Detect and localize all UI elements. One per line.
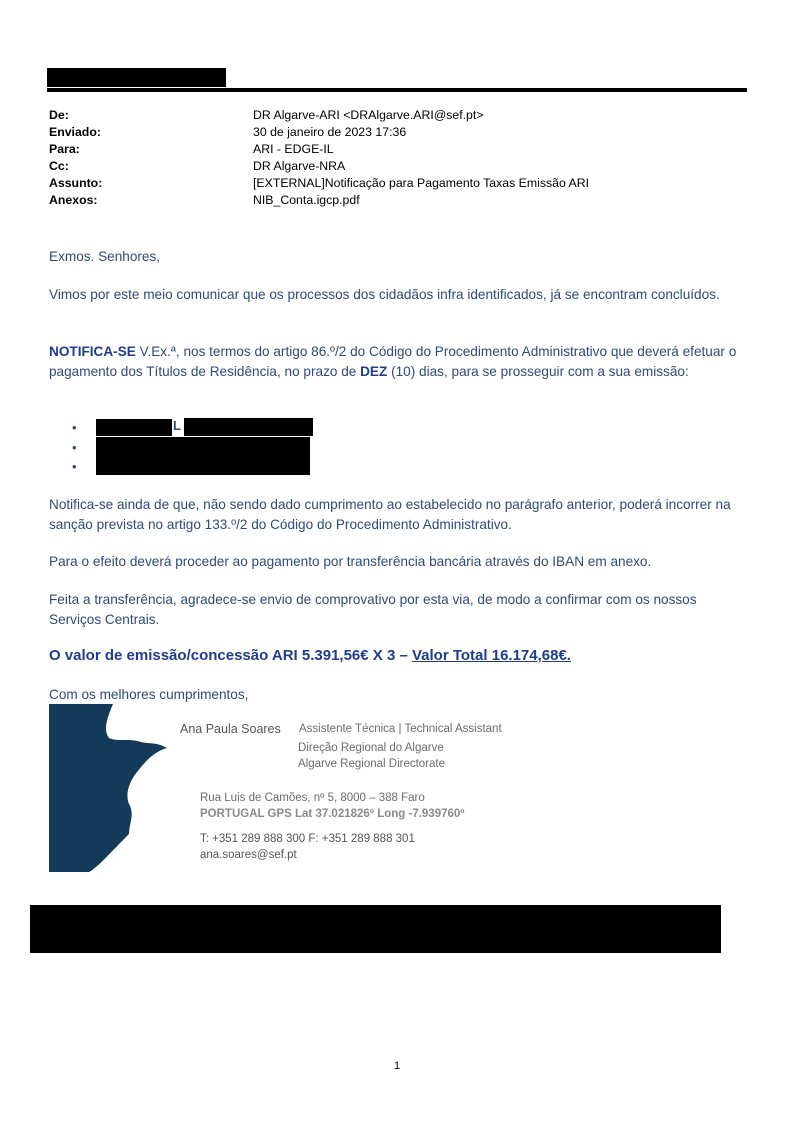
- paragraph-4: Para o efeito deverá proceder ao pagamento por transferência bancária através do IBAN em anexo.: [49, 554, 652, 569]
- signature-phones: T: +351 289 888 300 F: +351 289 888 301: [200, 833, 415, 845]
- signature-dept-en: Algarve Regional Directorate: [298, 758, 446, 770]
- header-row-from: [49, 107, 589, 124]
- paragraph-5: Feita a transferência, agradece-se envio de comprovativo por esta via, de modo a confirmar com os nossos Serviços Centrais.: [49, 592, 697, 627]
- header-value: DR Algarve-ARI <DRAlgarve.ARI@sef.pt>: [253, 108, 484, 122]
- header-row-sent: [49, 124, 589, 141]
- sef-logo: [49, 704, 169, 872]
- header-value: 30 de janeiro de 2023 17:36: [253, 125, 407, 139]
- signature-name: Ana Paula Soares: [180, 722, 281, 736]
- redaction-bullet-1a: [96, 419, 172, 436]
- header-label: Enviado:: [49, 125, 101, 139]
- header-row-cc: [49, 158, 589, 175]
- greeting: Exmos. Senhores,: [49, 249, 161, 264]
- header-label: De:: [49, 108, 69, 122]
- header-value: [EXTERNAL]Notificação para Pagamento Taxas Emissão ARI: [253, 176, 590, 190]
- header-value: DR Algarve-NRA: [253, 159, 346, 173]
- total-value: O valor de emissão/concessão ARI 5.391,56€ X 3 – Valor Total 16.174,68€.: [49, 647, 571, 664]
- redaction-bullets-2-3: [96, 437, 310, 475]
- email-header: [49, 107, 589, 209]
- notifica-se-strong: NOTIFICA-SE: [49, 344, 136, 359]
- attachment-link[interactable]: NIB_Conta.igcp.pdf: [253, 193, 360, 207]
- citizen-list: [72, 418, 77, 477]
- header-rule: [47, 88, 747, 92]
- dez-strong: DEZ: [360, 363, 388, 379]
- signature-email[interactable]: ana.soares@sef.pt: [200, 849, 297, 861]
- closing: Com os melhores cumprimentos,: [49, 687, 249, 702]
- header-row-attachments: [49, 192, 589, 209]
- paragraph-2: NOTIFICA-SE V.Ex.ª, nos termos do artigo 86.º/2 do Código do Procedimento Administrativo que deverá efetuar o pagamento dos Títulos de Residência, no prazo de DEZ (10) dias, para se prosseguir com a sua emissão:: [49, 344, 737, 379]
- redaction-top: [47, 68, 226, 87]
- redaction-bottom: [30, 905, 721, 953]
- paragraph-1: Vimos por este meio comunicar que os processos dos cidadãos infra identificados, já se encontram concluídos.: [49, 287, 720, 302]
- header-row-subject: [49, 175, 589, 192]
- header-value: ARI - EDGE-IL: [253, 142, 334, 156]
- page-number: 1: [393, 1060, 401, 1072]
- signature-address: Rua Luis de Camões, nº 5, 8000 – 388 Faro: [200, 792, 425, 804]
- redaction-bullet-1b: [184, 418, 313, 436]
- list-item: •: [72, 459, 77, 474]
- list-item: •: [72, 439, 77, 455]
- header-label: Anexos:: [49, 193, 98, 207]
- paragraph-3: Notifica-se ainda de que, não sendo dado cumprimento ao estabelecido no parágrafo anterior, poderá incorrer na sanção prevista no artigo 133.º/2 do Código do Procedimento Administrativo.: [49, 497, 731, 532]
- header-label: Para:: [49, 142, 80, 156]
- header-row-to: [49, 141, 589, 158]
- list-item: •: [72, 420, 77, 435]
- total-value-underlined: Valor Total 16.174,68€.: [411, 647, 571, 664]
- signature-country-gps: PORTUGAL GPS Lat 37.021826º Long -7.939760º: [200, 808, 465, 820]
- signature-dept-pt: Direção Regional do Algarve: [298, 742, 444, 754]
- header-label: Cc:: [49, 159, 69, 173]
- signature-role: Assistente Técnica | Technical Assistant: [299, 723, 502, 735]
- bullet-visible-letter: L: [173, 418, 181, 433]
- header-label: Assunto:: [49, 176, 103, 190]
